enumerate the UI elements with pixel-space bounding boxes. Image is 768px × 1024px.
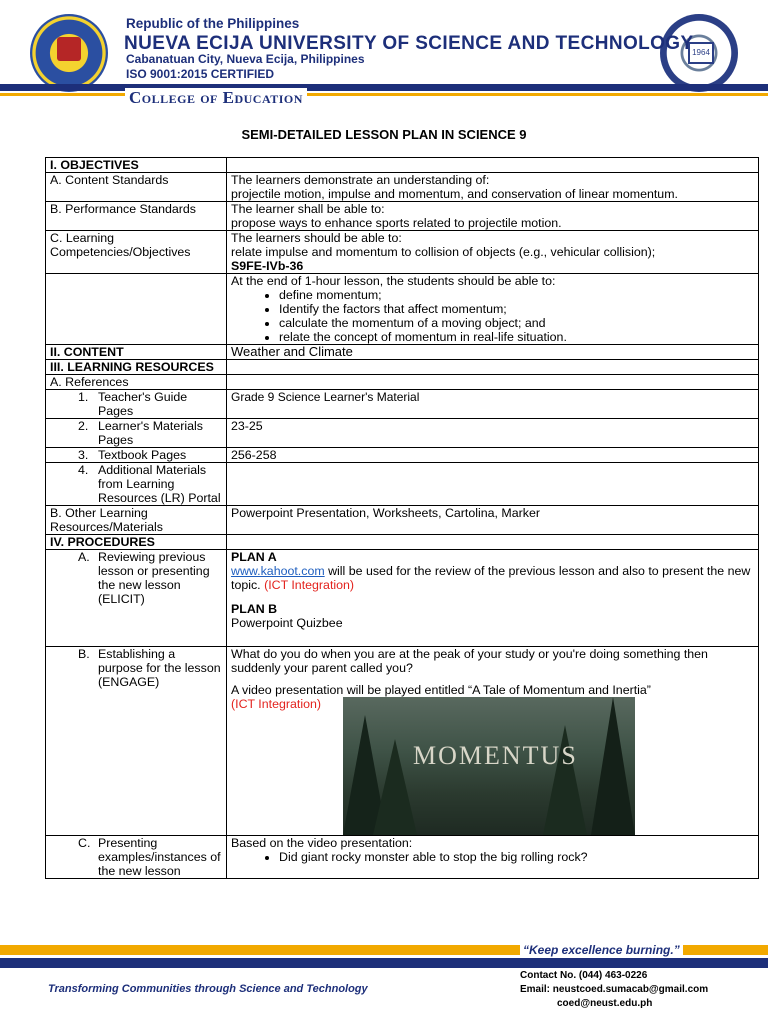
table-row bbox=[46, 375, 759, 390]
college-name: College of Education bbox=[125, 88, 307, 108]
content-value: Weather and Climate bbox=[227, 345, 759, 360]
city-label: Cabanatuan City, Nueva Ecija, Philippines bbox=[126, 52, 365, 66]
procedure-c-label: C. Presenting examples/instances of the new lesson bbox=[46, 836, 227, 879]
competency-code: S9FE-IVb-36 bbox=[231, 259, 304, 273]
lesson-objectives-list bbox=[231, 288, 754, 344]
lesson-objectives-cell: At the end of 1-hour lesson, the students should be able to: • define momentum; • Identify the factors that affect momentum; • calculate the momentum of a moving object; and • relate the concept of momentum in real-life situation. bbox=[227, 274, 759, 345]
competencies-cell: The learners should be able to: relate impulse and momentum to collision of objects (e.g., vehicular collision); S9FE-IVb-36 bbox=[227, 231, 759, 274]
table-row bbox=[46, 506, 759, 535]
content-standards-label: A. Content Standards bbox=[46, 173, 227, 202]
table-row bbox=[46, 158, 759, 173]
university-name: NUEVA ECIJA UNIVERSITY OF SCIENCE AND TECHNOLOGY bbox=[124, 33, 694, 54]
lesson-plan-table bbox=[45, 157, 759, 879]
table-row bbox=[46, 463, 759, 506]
performance-standards-label: B. Performance Standards bbox=[46, 202, 227, 231]
section-learning-resources: III. LEARNING RESOURCES bbox=[46, 360, 227, 375]
contact-number: Contact No. (044) 463-0226 bbox=[520, 970, 648, 981]
footer-rule-blue bbox=[0, 958, 768, 968]
other-resources-value: Powerpoint Presentation, Worksheets, Cartolina, Marker bbox=[227, 506, 759, 535]
textbook-pages-label: 3. Textbook Pages bbox=[46, 448, 227, 463]
other-resources-label: B. Other Learning Resources/Materials bbox=[46, 506, 227, 535]
university-seal-logo bbox=[30, 14, 108, 92]
list-item: • Identify the factors that affect momentum; bbox=[279, 302, 754, 316]
section-procedures: IV. PROCEDURES bbox=[46, 535, 227, 550]
kahoot-link[interactable]: www.kahoot.com bbox=[231, 564, 325, 578]
teachers-guide-label: 1. Teacher's Guide Pages bbox=[46, 390, 227, 419]
motto: “Keep excellence burning.” bbox=[520, 943, 683, 957]
email-primary: Email: neustcoed.sumacab@gmail.com bbox=[520, 984, 709, 995]
video-thumbnail[interactable] bbox=[343, 697, 635, 835]
email-secondary: coed@neust.edu.ph bbox=[557, 998, 653, 1009]
table-row bbox=[46, 647, 759, 836]
content-standards-cell: The learners demonstrate an understanding of: projectile motion, impulse and momentum, and conservation of linear momentum. bbox=[227, 173, 759, 202]
additional-materials-label: 4. Additional Materials from Learning Resources (LR) Portal bbox=[46, 463, 227, 506]
iso-label: ISO 9001:2015 CERTIFIED bbox=[126, 67, 275, 81]
teachers-guide-value: Grade 9 Science Learner's Material bbox=[227, 390, 759, 419]
performance-standards-cell: The learner shall be able to: propose ways to enhance sports related to projectile motion. bbox=[227, 202, 759, 231]
table-row bbox=[46, 836, 759, 879]
procedure-b-cell: What do you do when you are at the peak of your study or you're doing something then suddenly your parent called you? A video presentation will be played entitled “A Tale of Momentum and Inertia” (ICT Integration) MOMENTUS bbox=[227, 647, 759, 836]
competencies-label: C. Learning Competencies/Objectives bbox=[46, 231, 227, 274]
table-row bbox=[46, 550, 759, 647]
table-row bbox=[46, 535, 759, 550]
table-row bbox=[46, 173, 759, 202]
table-row bbox=[46, 360, 759, 375]
plan-b-heading: PLAN B bbox=[231, 602, 278, 616]
table-row bbox=[46, 274, 759, 345]
table-row bbox=[46, 448, 759, 463]
procedure-c-cell: Based on the video presentation: • Did giant rocky monster able to stop the big rolling rock? bbox=[227, 836, 759, 879]
table-row bbox=[46, 202, 759, 231]
list-item: • relate the concept of momentum in real-life situation. bbox=[279, 330, 754, 344]
procedure-b-label: B. Establishing a purpose for the lesson (ENGAGE) bbox=[46, 647, 227, 836]
learners-materials-label: 2. Learner's Materials Pages bbox=[46, 419, 227, 448]
republic-label: Republic of the Philippines bbox=[126, 16, 300, 31]
list-item: • calculate the momentum of a moving object; and bbox=[279, 316, 754, 330]
procedure-a-cell: PLAN A www.kahoot.com will be used for the review of the previous lesson and also to present the new topic. (ICT Integration) PLAN B Powerpoint Quizbee bbox=[227, 550, 759, 647]
table-row bbox=[46, 390, 759, 419]
ict-integration-tag: (ICT Integration) bbox=[264, 578, 355, 592]
textbook-pages-value: 256-258 bbox=[227, 448, 759, 463]
section-objectives: I. OBJECTIVES bbox=[46, 158, 227, 173]
section-content: II. CONTENT bbox=[46, 345, 227, 360]
tagline: Transforming Communities through Science and Technology bbox=[48, 983, 368, 995]
learners-materials-value: 23-25 bbox=[227, 419, 759, 448]
ict-integration-tag: (ICT Integration) bbox=[231, 697, 321, 711]
header-rule-blue bbox=[0, 84, 768, 91]
table-row bbox=[46, 419, 759, 448]
video-title-text: MOMENTUS bbox=[413, 741, 578, 770]
list-item: • define momentum; bbox=[279, 288, 754, 302]
procedure-a-label: A. Reviewing previous lesson or presenting the new lesson (ELICIT) bbox=[46, 550, 227, 647]
document-title: SEMI-DETAILED LESSON PLAN IN SCIENCE 9 bbox=[241, 127, 527, 142]
references-label: A. References bbox=[46, 375, 227, 390]
list-item: • Did giant rocky monster able to stop the big rolling rock? bbox=[279, 850, 754, 864]
table-row bbox=[46, 231, 759, 274]
table-row bbox=[46, 345, 759, 360]
college-seal-logo: 1964 bbox=[660, 14, 738, 92]
header-rule-gold bbox=[0, 93, 768, 96]
plan-a-heading: PLAN A bbox=[231, 550, 277, 564]
